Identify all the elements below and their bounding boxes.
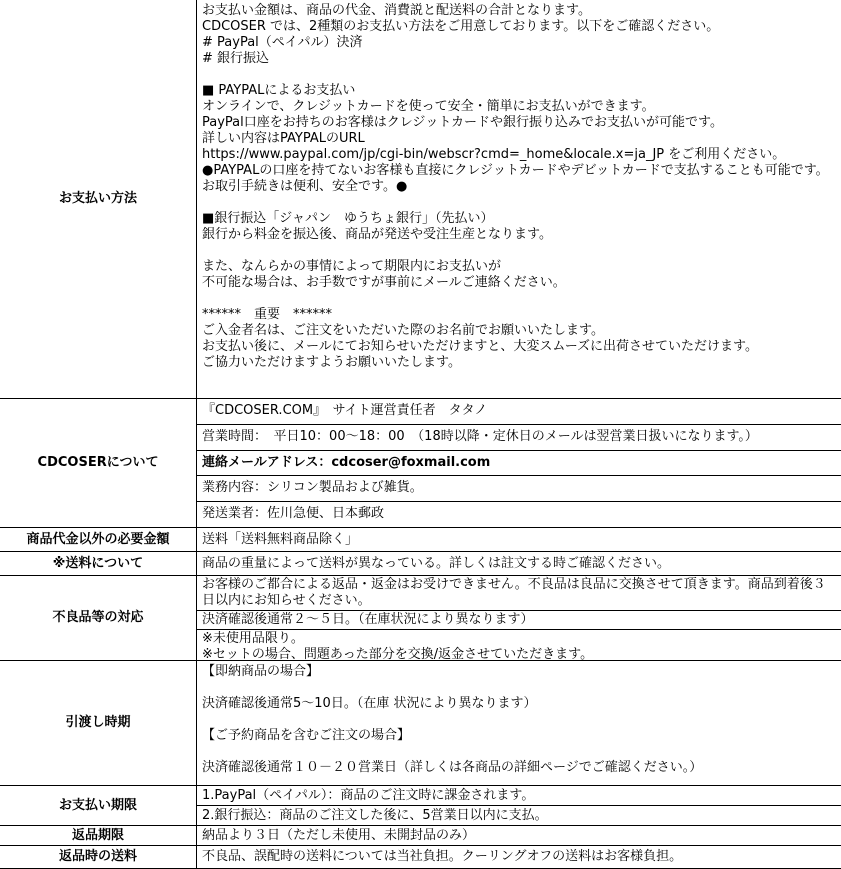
text-line: 【即納商品の場合】 — [202, 664, 320, 679]
text-line: ●PAYPALの口座を持てないお客様も直接にクレジットカードやデビットカードで支払することも可能です。 — [202, 163, 829, 178]
text-line: 詳しい内容はPAYPALのURL — [202, 131, 365, 146]
shipping-company-line: 発送業者：佐川急便、日本郵政 — [197, 501, 841, 527]
text-line — [202, 243, 836, 259]
text-line — [202, 712, 836, 728]
row-delivery-time — [0, 660, 841, 785]
row-about-shop — [0, 398, 841, 527]
row-shipping-note — [0, 551, 841, 575]
text-line: オンラインで、クレジットカードを使って安全・簡単にお支払いができます。 — [202, 99, 655, 114]
payment-method-label: お支払い方法 — [0, 0, 197, 398]
text-line: https://www.paypal.com/jp/cgi-bin/webscr?cmd=_home&locale.x=ja_JP をご利用ください。 — [202, 147, 786, 162]
shipping-note-label: ※送料について — [0, 552, 197, 575]
site-operator-line: 『CDCOSER.COM』 サイト運営責任者 タタノ — [202, 403, 488, 418]
deadline-bank-line: 2.銀行振込：商品のご注文した後に、5営業日以内に支払。 — [197, 805, 841, 825]
about-shop-content — [197, 399, 841, 527]
shipping-note-text: 商品の重量によって送料が異なっている。詳しくは註文する時ご確認ください。 — [202, 556, 671, 571]
text-line: ご協力いただけますようお願いいたします。 — [202, 355, 461, 370]
text-line: CDCOSER では、2種類のお支払い方法をご用意しております。以下をご確認ください。 — [202, 19, 720, 34]
delivery-time-label: 引渡し時期 — [0, 661, 197, 785]
text-line: ※セットの場合、問題あった部分を交換/返金させていただきます。 — [202, 647, 594, 660]
defective-items-content — [197, 576, 841, 660]
text-line: ■ PAYPALによるお支払い — [202, 83, 356, 98]
text-line: 不可能な場合は、お手数ですが事前にメールご連絡ください。 — [202, 275, 566, 290]
text-line: お支払い後に、メールにてお知らせいただけますと、大変スムーズに出荷させていただけます。 — [202, 339, 759, 354]
return-deadline-text: 納品より３日（ただし未使用、未開封品のみ） — [202, 828, 476, 843]
delivery-time-text — [197, 661, 841, 785]
payment-deadline-content — [197, 786, 841, 825]
text-line: ****** 重要 ****** — [202, 307, 333, 322]
extra-fees-label: 商品代金以外の必要金額 — [0, 528, 197, 551]
row-defective-items — [0, 575, 841, 660]
deadline-paypal-line: 1.PayPal（ペイパル）：商品のご注文時に課金されます。 — [202, 788, 535, 803]
defective-items-label: 不良品等の対応 — [0, 576, 197, 660]
text-line — [202, 680, 836, 696]
text-line: # PayPal（ペイパル）決済 — [202, 35, 363, 50]
text-line: # 銀行振込 — [202, 51, 270, 66]
text-line — [202, 195, 836, 211]
return-policy-text: お客様のご都合による返品・返金はお受けできません。不良品は良品に交換させて頂きます。商品到着後３日以内にお知らせください。 — [202, 577, 826, 608]
defect-notes — [197, 629, 841, 660]
text-line — [202, 744, 836, 760]
payment-deadline-label: お支払い期限 — [0, 786, 197, 825]
text-line: また、なんらかの事情によって期限内にお支払いが — [202, 259, 502, 274]
text-line: お支払い金額は、商品の代金、消費説と配送料の合計となります。 — [202, 3, 591, 18]
text-line: 決済確認後通常１０－２０営業日（詳しくは各商品の詳細ページでご確認ください。） — [202, 760, 703, 775]
text-line: ご入金者名は、ご注文をいただいた際のお名前でお願いいたします。 — [202, 323, 604, 338]
business-content-line: 業務内容：シリコン製品および雑貨。 — [197, 475, 841, 501]
text-line — [202, 291, 836, 307]
contact-email-line: 連絡メールアドレス：cdcoser@foxmail.com — [197, 450, 841, 476]
return-deadline-label: 返品期限 — [0, 826, 197, 845]
text-line: お取引手続きは便利、安全です。● — [202, 179, 408, 194]
row-payment-deadline — [0, 785, 841, 825]
about-shop-label: CDCOSERについて — [0, 399, 197, 527]
row-return-shipping — [0, 845, 841, 868]
row-extra-fees — [0, 527, 841, 551]
text-line: PayPal口座をお持ちのお客様はクレジットカードや銀行振り込みでお支払いが可能です。 — [202, 115, 723, 130]
text-line: ■銀行振込「ジャパン ゆうちょ銀行」（先払い） — [202, 211, 494, 226]
text-line: 銀行から料金を振込後、商品が発送や受注生産となります。 — [202, 227, 552, 242]
text-line: ※未使用品限り。 — [202, 631, 304, 646]
extra-fees-text: 送料「送料無料商品除く」 — [202, 532, 359, 547]
business-hours-line: 営業時間： 平日10：00～18：00 （18時以降・定休日のメールは翌営業日扱いになります。） — [197, 424, 841, 450]
return-shipping-label: 返品時の送料 — [0, 846, 197, 868]
text-line: 【ご予約商品を含むご注文の場合】 — [202, 728, 411, 743]
row-return-deadline — [0, 825, 841, 845]
text-line — [202, 67, 836, 83]
row-payment-method — [0, 0, 841, 398]
exchange-processing-text: 決済確認後通常２～５日。（在庫状況により異なります） — [197, 610, 841, 629]
payment-method-text — [197, 0, 841, 398]
return-shipping-text: 不良品、誤配時の送料については当社負担。クーリングオフの送料はお客様負担。 — [202, 849, 683, 864]
text-line: 決済確認後通常5～10日。（在庫 状況により異なります） — [202, 696, 537, 711]
